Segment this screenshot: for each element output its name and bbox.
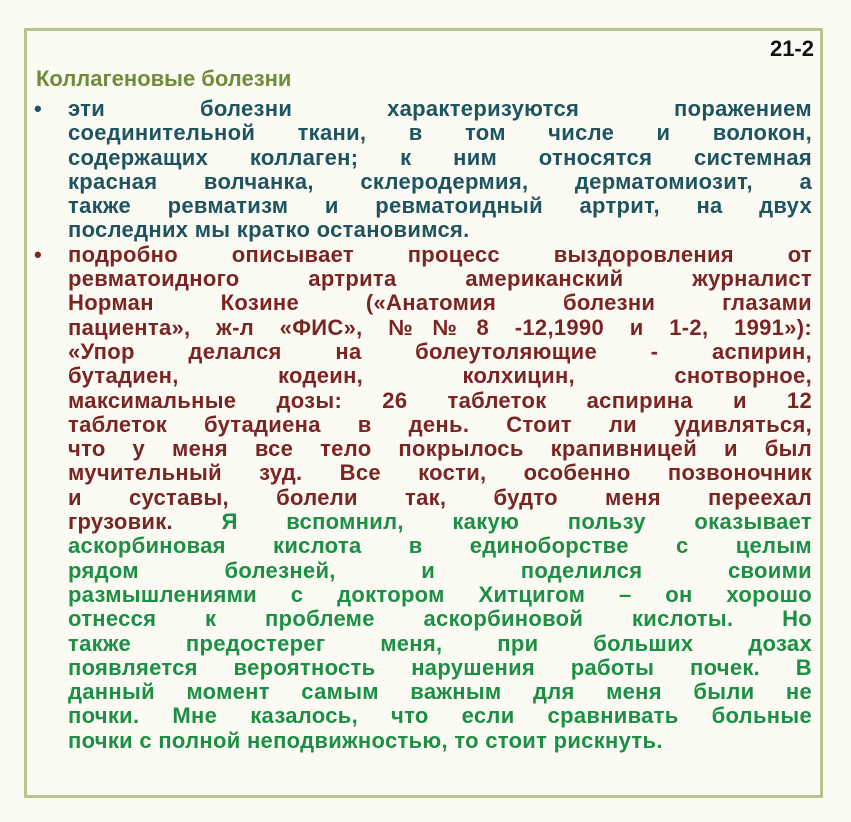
text-line: и суставы, болели так, будто меня переехал bbox=[68, 484, 812, 510]
text-line: появляется вероятность нарушения работы почек. В bbox=[68, 654, 812, 680]
text-line: подробно описывает процесс выздоровления от bbox=[68, 241, 812, 267]
bullet-marker: • bbox=[34, 96, 43, 121]
text-line: Норман Козине («Анатомия болезни глазами bbox=[68, 290, 812, 316]
text-line: также ревматизм и ревматоидный артрит, на двух bbox=[68, 193, 812, 219]
text-line: «Упор делался на болеутоляющие - аспирин, bbox=[68, 338, 812, 364]
slide-title: Коллагеновые болезни bbox=[36, 66, 292, 91]
text-line: содержащих коллаген; к ним относятся системная bbox=[68, 144, 812, 170]
text-line: рядом болезней, и поделился своими bbox=[68, 557, 812, 583]
bullet-marker: • bbox=[34, 241, 43, 267]
text-line: почки с полной неподвижностью, то стоит рискнуть. bbox=[68, 727, 663, 753]
text-line-mixed bbox=[68, 510, 812, 534]
text-line: мучительный зуд. Все кости, особенно позвоночник bbox=[68, 460, 812, 486]
text-line: ревматоидного артрита американский журналист bbox=[68, 266, 812, 292]
text-line: бутадиен, кодеин, колхицин, снотворное, bbox=[68, 363, 812, 389]
text-segment-red: грузовик. bbox=[68, 509, 173, 535]
text-line: аскорбиновая кислота в единоборстве с целым bbox=[68, 533, 812, 559]
text-line: последних мы кратко остановимся. bbox=[68, 217, 470, 243]
text-segment-green: Я вспомнил, какую пользу оказывает bbox=[221, 509, 812, 535]
text-line: размышлениями с доктором Хитцигом – он хорошо bbox=[68, 581, 812, 607]
text-line: отнесся к проблеме аскорбиновой кислоты. Но bbox=[68, 606, 812, 632]
text-line: таблеток бутадиена в день. Стоит ли удивляться, bbox=[68, 411, 812, 437]
text-line: что у меня все тело покрылось крапивницей и был bbox=[68, 436, 812, 462]
bullet-cousins-story bbox=[28, 243, 812, 753]
text-line: соединительной ткани, в том числе и волокон, bbox=[68, 120, 812, 146]
text-line: почки. Мне казалось, что если сравнивать больные bbox=[68, 703, 812, 729]
text-line: эти болезни характеризуются поражением bbox=[68, 96, 812, 121]
text-line: красная волчанка, склеродермия, дерматомиозит, а bbox=[68, 168, 812, 194]
text-line: также предостерег меня, при больших дозах bbox=[68, 630, 812, 656]
text-line: максимальные дозы: 26 таблеток аспирина и 12 bbox=[68, 387, 812, 413]
bullet-collagen-diseases bbox=[28, 97, 812, 243]
text-line: пациента», ж-л «ФИС», №№8 -12,1990 и 1-2, 1991»): bbox=[68, 314, 812, 340]
bullet-list bbox=[28, 97, 812, 753]
text-line: данный момент самым важным для меня были не bbox=[68, 679, 812, 705]
slide-number: 21-2 bbox=[769, 36, 814, 61]
